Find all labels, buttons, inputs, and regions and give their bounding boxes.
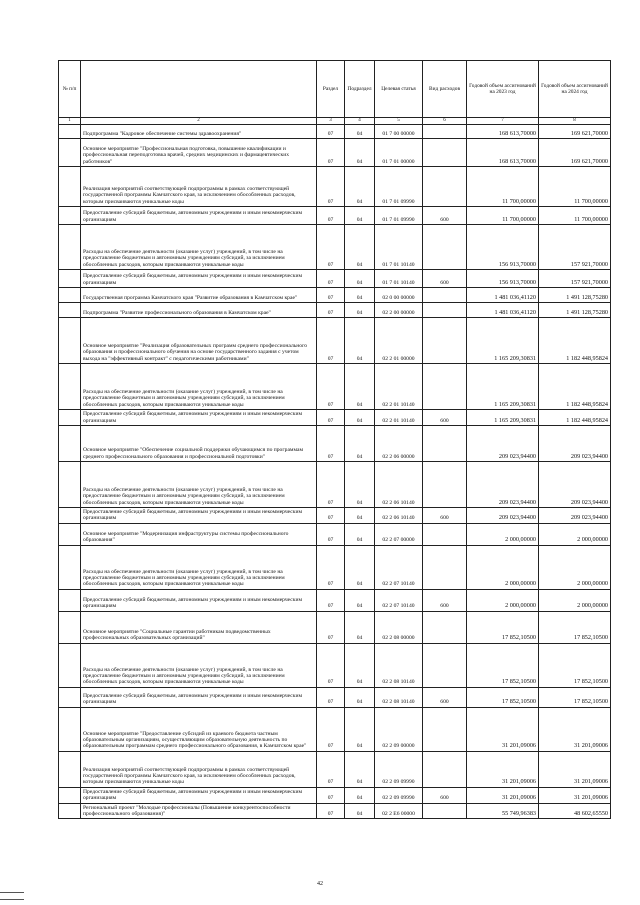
row-target-article: 01 7 01 00000 <box>375 139 423 167</box>
row-expense-type: 600 <box>423 589 467 611</box>
header-amount-2024: Годовой объем ассигнований на 2024 год <box>539 61 611 118</box>
row-razdel: 07 <box>317 751 345 787</box>
row-number <box>59 787 81 803</box>
column-index: 6 <box>423 118 467 125</box>
row-name: Основное мероприятие "Обеспечение социальной поддержки обучающимся по программам среднего профессионального образования и профессиональной подготовки" <box>81 426 317 462</box>
table-row <box>59 167 611 207</box>
row-podrazdel: 04 <box>345 508 375 524</box>
row-amount-2024: 2 000,00000 <box>539 523 611 545</box>
table-row <box>59 787 611 803</box>
table-row <box>59 139 611 167</box>
row-target-article: 01 7 01 10140 <box>375 270 423 288</box>
row-razdel: 07 <box>317 318 345 364</box>
row-number <box>59 751 81 787</box>
row-number <box>59 125 81 139</box>
table-row <box>59 643 611 687</box>
row-target-article: 02 2 08 10140 <box>375 643 423 687</box>
row-target-article: 02 0 00 00000 <box>375 288 423 303</box>
row-name: Предоставление субсидий бюджетным, автономным учреждениям и иным некоммерческим организациям <box>81 508 317 524</box>
row-expense-type <box>423 523 467 545</box>
row-name: Расходы на обеспечение деятельности (оказание услуг) учреждений, в том числе на предоставление бюджетным и автономным учреждениям субсидий, за исключением обособленных расходов, которым присваиваются уникальные коды <box>81 462 317 508</box>
row-podrazdel: 04 <box>345 462 375 508</box>
row-number <box>59 270 81 288</box>
row-amount-2024: 169 621,70000 <box>539 125 611 139</box>
budget-table <box>58 60 611 819</box>
table-row <box>59 288 611 303</box>
row-expense-type <box>423 803 467 819</box>
row-amount-2024: 31 201,09006 <box>539 787 611 803</box>
row-expense-type <box>423 364 467 410</box>
row-number <box>59 545 81 589</box>
table-row <box>59 303 611 318</box>
row-target-article: 02 2 09 09990 <box>375 751 423 787</box>
row-name: Предоставление субсидий бюджетным, автономным учреждениям и иным некоммерческим организациям <box>81 410 317 426</box>
row-target-article: 02 2 07 10140 <box>375 589 423 611</box>
row-amount-2024: 209 023,94400 <box>539 508 611 524</box>
row-number <box>59 303 81 318</box>
row-expense-type: 600 <box>423 687 467 707</box>
row-amount-2023: 156 913,70000 <box>467 225 539 270</box>
row-podrazdel: 04 <box>345 270 375 288</box>
column-index: 1 <box>59 118 81 125</box>
column-index: 7 <box>467 118 539 125</box>
row-razdel: 07 <box>317 589 345 611</box>
row-amount-2023: 31 201,09006 <box>467 787 539 803</box>
row-amount-2023: 2 000,00000 <box>467 523 539 545</box>
row-number <box>59 707 81 751</box>
row-razdel: 07 <box>317 426 345 462</box>
row-number <box>59 462 81 508</box>
row-amount-2024: 31 201,09006 <box>539 707 611 751</box>
row-number <box>59 523 81 545</box>
row-amount-2024: 48 602,65550 <box>539 803 611 819</box>
row-razdel: 07 <box>317 523 345 545</box>
row-podrazdel: 04 <box>345 751 375 787</box>
row-expense-type: 600 <box>423 508 467 524</box>
row-expense-type <box>423 303 467 318</box>
header-amount-2023: Годовой объем ассигнований на 2023 год <box>467 61 539 118</box>
row-amount-2024: 2 000,00000 <box>539 589 611 611</box>
row-number <box>59 167 81 207</box>
row-razdel: 07 <box>317 508 345 524</box>
row-expense-type <box>423 751 467 787</box>
row-expense-type <box>423 462 467 508</box>
row-podrazdel: 04 <box>345 687 375 707</box>
row-target-article: 02 2 01 00000 <box>375 318 423 364</box>
row-target-article: 02 2 07 00000 <box>375 523 423 545</box>
row-podrazdel: 04 <box>345 303 375 318</box>
row-name: Основное мероприятие "Социальные гарантии работникам подведомственных профессиональных образовательных организаций" <box>81 611 317 643</box>
row-expense-type <box>423 707 467 751</box>
row-podrazdel: 04 <box>345 225 375 270</box>
row-target-article: 02 2 06 00000 <box>375 426 423 462</box>
row-amount-2023: 209 023,94400 <box>467 508 539 524</box>
row-podrazdel: 04 <box>345 364 375 410</box>
row-name: Реализация мероприятий соответствующей подпрограммы в рамках соответствующей государственной программы Камчатского края, за исключением обособленных расходов, которым присваиваются уникальные коды <box>81 751 317 787</box>
row-podrazdel: 04 <box>345 125 375 139</box>
table-row <box>59 687 611 707</box>
row-number <box>59 589 81 611</box>
row-target-article: 02 2 07 10140 <box>375 545 423 589</box>
row-number <box>59 687 81 707</box>
row-name: Расходы на обеспечение деятельности (оказание услуг) учреждений, в том числе на предоставление бюджетным и автономным учреждениям субсидий, за исключением обособленных расходов, которым присваиваются уникальные коды <box>81 545 317 589</box>
row-number <box>59 318 81 364</box>
row-amount-2023: 11 700,00000 <box>467 167 539 207</box>
row-amount-2023: 1 165 209,30831 <box>467 318 539 364</box>
row-name: Реализация мероприятий соответствующей подпрограммы в рамках соответствующей государственной программы Камчатского края, за исключением обособленных расходов, которым присваиваются уникальные коды <box>81 167 317 207</box>
row-target-article: 02 2 09 09990 <box>375 787 423 803</box>
row-name: Предоставление субсидий бюджетным, автономным учреждениям и иным некоммерческим организациям <box>81 207 317 225</box>
row-target-article: 02 2 06 10140 <box>375 508 423 524</box>
row-razdel: 07 <box>317 643 345 687</box>
table-row <box>59 545 611 589</box>
column-index: 4 <box>345 118 375 125</box>
table-row <box>59 318 611 364</box>
row-podrazdel: 04 <box>345 707 375 751</box>
row-amount-2024: 11 700,00000 <box>539 207 611 225</box>
row-amount-2023: 156 913,70000 <box>467 270 539 288</box>
row-target-article: 01 7 01 09990 <box>375 167 423 207</box>
row-expense-type <box>423 545 467 589</box>
row-amount-2024: 1 182 448,95824 <box>539 318 611 364</box>
row-amount-2024: 11 700,00000 <box>539 167 611 207</box>
header-expense-type: Вид расходов <box>423 61 467 118</box>
table-row <box>59 270 611 288</box>
row-podrazdel: 04 <box>345 167 375 207</box>
row-podrazdel: 04 <box>345 589 375 611</box>
row-amount-2024: 17 852,10500 <box>539 643 611 687</box>
row-podrazdel: 04 <box>345 207 375 225</box>
row-razdel: 07 <box>317 410 345 426</box>
row-amount-2024: 157 921,70000 <box>539 270 611 288</box>
row-amount-2023: 1 165 209,30831 <box>467 364 539 410</box>
row-amount-2024: 2 000,00000 <box>539 545 611 589</box>
table-row <box>59 508 611 524</box>
row-podrazdel: 04 <box>345 643 375 687</box>
row-amount-2024: 17 852,10500 <box>539 687 611 707</box>
row-expense-type <box>423 125 467 139</box>
row-amount-2024: 1 491 128,75280 <box>539 288 611 303</box>
row-razdel: 07 <box>317 303 345 318</box>
table-row <box>59 707 611 751</box>
header-target-article: Целевая статья <box>375 61 423 118</box>
row-name: Расходы на обеспечение деятельности (оказание услуг) учреждений, в том числе на предоставление бюджетным и автономным учреждениям субсидий, за исключением обособленных расходов, которым присваиваются уникальные коды <box>81 225 317 270</box>
table-row <box>59 523 611 545</box>
row-name: Предоставление субсидий бюджетным, автономным учреждениям и иным некоммерческим организациям <box>81 687 317 707</box>
row-razdel: 07 <box>317 364 345 410</box>
row-number <box>59 611 81 643</box>
row-number <box>59 426 81 462</box>
row-amount-2023: 209 023,94400 <box>467 462 539 508</box>
row-name: Предоставление субсидий бюджетным, автономным учреждениям и иным некоммерческим организациям <box>81 787 317 803</box>
row-expense-type <box>423 318 467 364</box>
row-amount-2023: 55 749,96383 <box>467 803 539 819</box>
row-podrazdel: 04 <box>345 318 375 364</box>
row-amount-2023: 31 201,09006 <box>467 707 539 751</box>
row-target-article: 02 2 00 00000 <box>375 303 423 318</box>
row-number <box>59 803 81 819</box>
row-razdel: 07 <box>317 787 345 803</box>
table-row <box>59 426 611 462</box>
row-name: Расходы на обеспечение деятельности (оказание услуг) учреждений, в том числе на предоставление бюджетным и автономным учреждениям субсидий, за исключением обособленных расходов, которым присваиваются уникальные коды <box>81 364 317 410</box>
page-corner-mark <box>0 892 24 893</box>
row-amount-2023: 17 852,10500 <box>467 611 539 643</box>
table-row <box>59 364 611 410</box>
table-row <box>59 207 611 225</box>
row-podrazdel: 04 <box>345 426 375 462</box>
row-name: Государственная программа Камчатского края "Развитие образования в Камчатском крае" <box>81 288 317 303</box>
row-podrazdel: 04 <box>345 787 375 803</box>
row-podrazdel: 04 <box>345 523 375 545</box>
row-expense-type <box>423 426 467 462</box>
row-number <box>59 207 81 225</box>
row-razdel: 07 <box>317 125 345 139</box>
row-expense-type: 600 <box>423 207 467 225</box>
row-amount-2024: 31 201,09006 <box>539 751 611 787</box>
row-amount-2024: 209 023,94400 <box>539 426 611 462</box>
row-amount-2023: 1 165 209,30831 <box>467 410 539 426</box>
row-amount-2024: 17 852,10500 <box>539 611 611 643</box>
row-expense-type <box>423 288 467 303</box>
table-header-row <box>59 61 611 118</box>
row-amount-2023: 1 481 036,41120 <box>467 303 539 318</box>
row-amount-2024: 209 023,94400 <box>539 462 611 508</box>
row-name: Основное мероприятие "Модернизация инфраструктуры системы профессионального образования" <box>81 523 317 545</box>
row-razdel: 07 <box>317 139 345 167</box>
row-target-article: 02 2 01 10140 <box>375 364 423 410</box>
row-expense-type <box>423 225 467 270</box>
row-amount-2023: 1 481 036,41120 <box>467 288 539 303</box>
row-number <box>59 139 81 167</box>
row-amount-2023: 168 613,70000 <box>467 139 539 167</box>
row-razdel: 07 <box>317 611 345 643</box>
row-name: Предоставление субсидий бюджетным, автономным учреждениям и иным некоммерческим организациям <box>81 270 317 288</box>
row-razdel: 07 <box>317 462 345 508</box>
row-razdel: 07 <box>317 545 345 589</box>
table-row <box>59 225 611 270</box>
page-corner-mark <box>0 899 24 900</box>
column-index: 3 <box>317 118 345 125</box>
budget-table-sheet <box>58 60 610 819</box>
column-index: 2 <box>81 118 317 125</box>
row-amount-2024: 1 182 448,95824 <box>539 410 611 426</box>
row-podrazdel: 04 <box>345 803 375 819</box>
row-amount-2023: 2 000,00000 <box>467 589 539 611</box>
page-number: 42 <box>317 881 323 887</box>
row-number <box>59 288 81 303</box>
row-razdel: 07 <box>317 687 345 707</box>
row-name: Расходы на обеспечение деятельности (оказание услуг) учреждений, в том числе на предоставление бюджетным и автономным учреждениям субсидий, за исключением обособленных расходов, которым присваиваются уникальные коды <box>81 643 317 687</box>
row-podrazdel: 04 <box>345 611 375 643</box>
row-target-article: 02 2 01 10140 <box>375 410 423 426</box>
row-expense-type <box>423 643 467 687</box>
table-row <box>59 410 611 426</box>
row-amount-2024: 157 921,70000 <box>539 225 611 270</box>
row-number <box>59 410 81 426</box>
row-amount-2024: 169 621,70000 <box>539 139 611 167</box>
row-target-article: 01 7 01 10140 <box>375 225 423 270</box>
row-razdel: 07 <box>317 707 345 751</box>
table-row <box>59 611 611 643</box>
row-amount-2023: 31 201,09006 <box>467 751 539 787</box>
row-podrazdel: 04 <box>345 545 375 589</box>
column-index-row <box>59 118 611 125</box>
row-podrazdel: 04 <box>345 139 375 167</box>
row-amount-2023: 209 023,94400 <box>467 426 539 462</box>
row-name: Предоставление субсидий бюджетным, автономным учреждениям и иным некоммерческим организациям <box>81 589 317 611</box>
table-row <box>59 803 611 819</box>
row-amount-2024: 1 182 448,95824 <box>539 364 611 410</box>
row-amount-2023: 17 852,10500 <box>467 643 539 687</box>
row-target-article: 02 2 09 00000 <box>375 707 423 751</box>
row-razdel: 07 <box>317 803 345 819</box>
row-number <box>59 508 81 524</box>
row-podrazdel: 04 <box>345 410 375 426</box>
row-razdel: 07 <box>317 288 345 303</box>
row-amount-2023: 11 700,00000 <box>467 207 539 225</box>
row-podrazdel: 04 <box>345 288 375 303</box>
column-index: 8 <box>539 118 611 125</box>
row-expense-type <box>423 139 467 167</box>
row-expense-type <box>423 167 467 207</box>
row-target-article: 02 2 08 10140 <box>375 687 423 707</box>
row-target-article: 02 2 06 10140 <box>375 462 423 508</box>
row-expense-type: 600 <box>423 410 467 426</box>
row-amount-2023: 168 613,70000 <box>467 125 539 139</box>
row-expense-type: 600 <box>423 787 467 803</box>
row-name: Региональный проект "Молодые профессионалы (Повышение конкурентоспособности профессионального образования)" <box>81 803 317 819</box>
row-expense-type <box>423 611 467 643</box>
row-amount-2024: 1 491 128,75280 <box>539 303 611 318</box>
row-razdel: 07 <box>317 167 345 207</box>
row-amount-2023: 2 000,00000 <box>467 545 539 589</box>
row-name: Подпрограмма "Кадровое обеспечение системы здравоохранения" <box>81 125 317 139</box>
row-name: Основное мероприятие "Профессиональная подготовка, повышение квалификации и профессиональная переподготовка врачей, средних медицинских и фармацевтических работников" <box>81 139 317 167</box>
row-razdel: 07 <box>317 207 345 225</box>
table-row <box>59 462 611 508</box>
header-podrazdel: Подраздел <box>345 61 375 118</box>
row-number <box>59 225 81 270</box>
header-razdel: Раздел <box>317 61 345 118</box>
row-name: Основное мероприятие "Реализация образовательных программ среднего профессионального образования и профессионального обучения на основе государственного задания с учетом выхода на "эффективный контракт" с педагогическими работниками" <box>81 318 317 364</box>
table-body <box>59 125 611 819</box>
row-target-article: 02 2 08 00000 <box>375 611 423 643</box>
header-number: № п/п <box>59 61 81 118</box>
row-target-article: 01 7 00 00000 <box>375 125 423 139</box>
row-number <box>59 364 81 410</box>
row-razdel: 07 <box>317 270 345 288</box>
header-name <box>81 61 317 118</box>
column-index: 5 <box>375 118 423 125</box>
row-amount-2023: 17 852,10500 <box>467 687 539 707</box>
row-name: Подпрограмма "Развитие профессионального образования в Камчатском крае" <box>81 303 317 318</box>
table-row <box>59 751 611 787</box>
row-number <box>59 643 81 687</box>
row-target-article: 02 2 E6 00000 <box>375 803 423 819</box>
table-row <box>59 589 611 611</box>
row-name: Основное мероприятие "Предоставление субсидий из краевого бюджета частным образовательным организациям, осуществляющим образовательную деятельность по образовательным программам среднего профессионального образования, в Камчатском крае" <box>81 707 317 751</box>
table-row <box>59 125 611 139</box>
row-expense-type: 600 <box>423 270 467 288</box>
row-target-article: 01 7 01 09990 <box>375 207 423 225</box>
row-razdel: 07 <box>317 225 345 270</box>
